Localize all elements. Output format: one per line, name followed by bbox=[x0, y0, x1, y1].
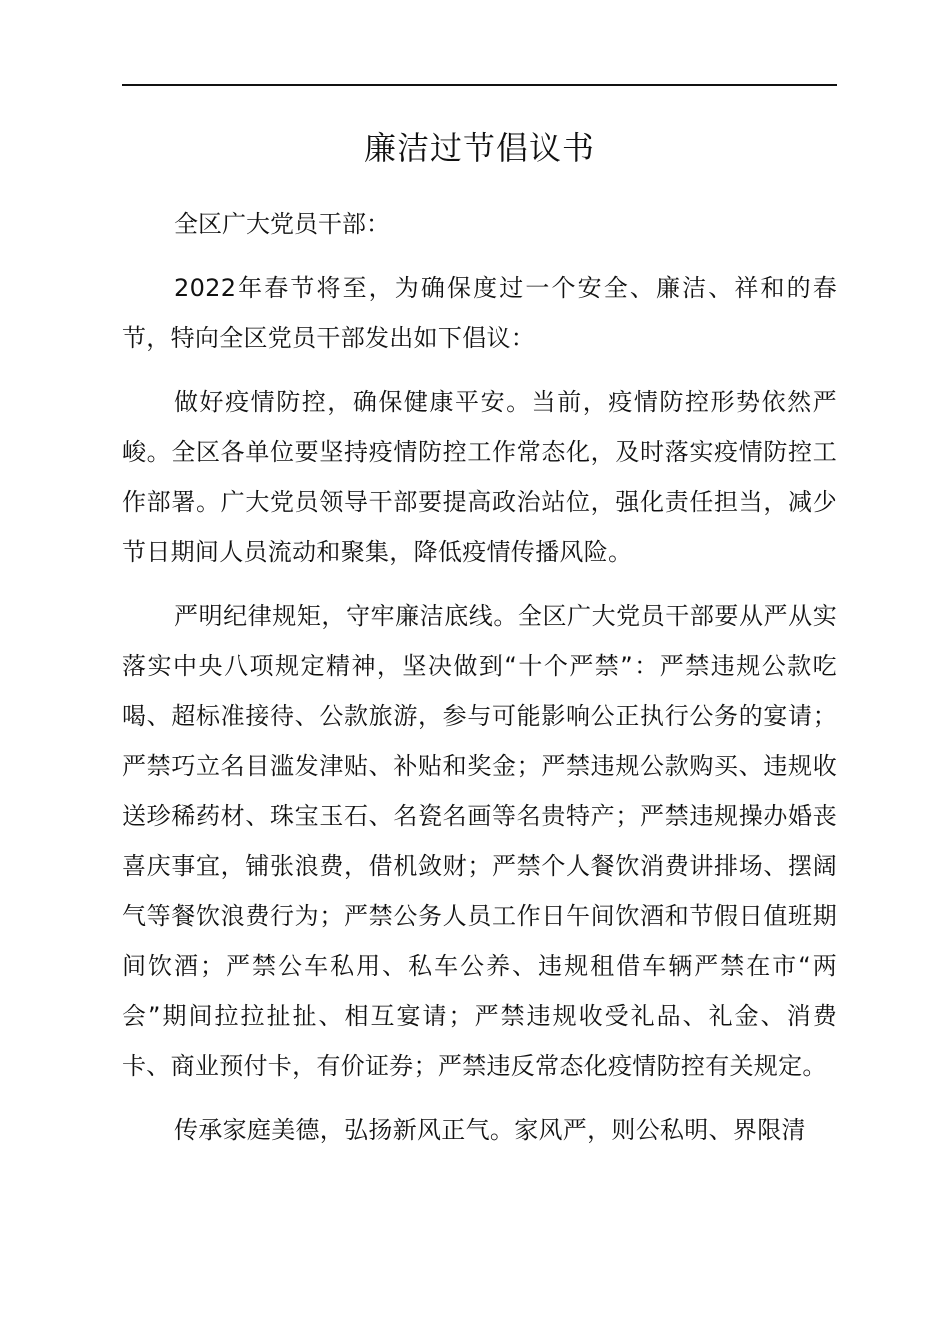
paragraph-discipline: 严明纪律规矩，守牢廉洁底线。全区广大党员干部要从严从实落实中央八项规定精神，坚决做到“十个严禁”：严禁违规公款吃喝、超标准接待、公款旅游，参与可能影响公正执行公务的宴请；严禁巧立名目滥发津贴、补贴和奖金；严禁违规公款购买、违规收送珍稀药材、珠宝玉石、名瓷名画等名贵特产；严禁违规操办婚丧喜庆事宜，铺张浪费，借机敛财；严禁个人餐饮消费讲排场、摆阔气等餐饮浪费行为；严禁公务人员工作日午间饮酒和节假日值班期间饮酒；严禁公车私用、私车公养、违规租借车辆严禁在市“两会”期间拉拉扯扯、相互宴请；严禁违规收受礼品、礼金、消费卡、商业预付卡，有价证券；严禁违反常态化疫情防控有关规定。 bbox=[122, 602, 837, 1080]
document-title: 廉洁过节倡议书 bbox=[363, 129, 595, 167]
header-rule bbox=[122, 84, 837, 86]
paragraph-intro: 2022年春节将至，为确保度过一个安全、廉洁、祥和的春节，特向全区党员干部发出如下倡议： bbox=[122, 274, 837, 352]
paragraph-epidemic-control: 做好疫情防控，确保健康平安。当前，疫情防控形势依然严峻。全区各单位要坚持疫情防控工作常态化，及时落实疫情防控工作部署。广大党员领导干部要提高政治站位，强化责任担当，减少节日期间人员流动和聚集，降低疫情传播风险。 bbox=[122, 388, 837, 566]
salutation: 全区广大党员干部： bbox=[174, 210, 390, 238]
paragraph-family-virtue: 传承家庭美德，弘扬新风正气。家风严，则公私明、界限清 bbox=[174, 1116, 806, 1144]
document-body bbox=[122, 199, 837, 1155]
